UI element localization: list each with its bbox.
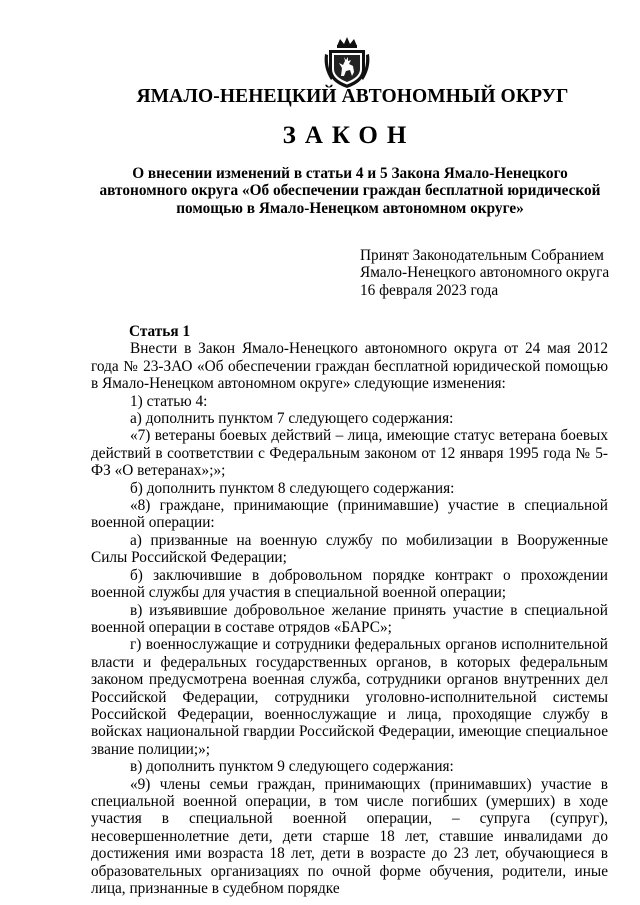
paragraph: а) призванные на военную службу по мобилизации в Вооруженные Силы Российской Федерации; [91, 531, 608, 567]
adoption-line: Ямало-Ненецкого автономного округа [360, 264, 610, 282]
paragraph: «7) ветераны боевых действий – лица, имеющие статус ветерана боевых действий в соответствии с Федеральным законом от 12 января 1995 года № 5-ФЗ «О ветеранах»;»; [91, 427, 608, 480]
paragraph: в) изъявившие добровольное желание принять участие в специальной военной операции в составе отрядов «БАРС»; [91, 601, 608, 636]
adoption-line: Принят Законодательным Собранием [360, 247, 604, 264]
paragraph: б) заключившие в добровольном порядке контракт о прохождении военной службы для участия в специальной военной операции; [91, 566, 608, 602]
law-subject-title: О внесении изменений в статьи 4 и 5 Закона Ямало-Ненецкого автономного округа «Об обеспечении граждан бесплатной юридической помощью в Ямало-Ненецком автономном округе» [99, 165, 601, 217]
coat-of-arms-icon [322, 36, 372, 90]
paragraph: «9) члены семьи граждан, принимающих (принимавших) участие в специальной военной операции, в том числе погибших (умерших) в ходе участия в специальной военной операции, – супруга (супруг), несовершеннолетние дети, дети старше 18 лет, ставшие инвалидами до достижения ими возраста 18 лет, дети в возрасте до 23 лет, обучающиеся в образовательных организациях по очной форме обучения, родители, иные лица, признанные в судебном порядке [91, 775, 608, 897]
paragraph: «8) граждане, принимающие (принимавшие) участие в специальной военной операции: [91, 497, 608, 532]
paragraph: 1) статью 4: [130, 392, 208, 410]
paragraph: в) дополнить пунктом 9 следующего содержания: [130, 758, 454, 776]
paragraph: а) дополнить пунктом 7 следующего содержания: [130, 410, 454, 428]
document-type-title: ЗАКОН [282, 122, 416, 149]
paragraph: б) дополнить пунктом 8 следующего содержания: [130, 479, 455, 497]
article-heading: Статья 1 [129, 323, 191, 340]
adoption-note [360, 247, 620, 299]
paragraph: г) военнослужащие и сотрудники федеральных органов исполнительной власти и федеральных государственных органов, в которых федеральным законом предусмотрена военная служба, сотрудники органов внутренних дел Российской Федерации, сотрудники уголовно-исполнительной системы Российской Федерации, военнослужащие и лица, проходящие службу в войсках национальной гвардии Российской Федерации, имеющие специальное звание полиции;»; [91, 636, 608, 758]
article-1 [91, 323, 608, 897]
region-name: ЯМАЛО-НЕНЕЦКИЙ АВТОНОМНЫЙ ОКРУГ [136, 86, 569, 107]
adoption-date: 16 февраля 2023 года [360, 281, 499, 299]
paragraph: Внести в Закон Ямало-Ненецкого автономного округа от 24 мая 2012 года № 23-ЗАО «Об обеспечении граждан бесплатной юридической помощью в Ямало-Ненецком автономном округе» следующие изменения: [91, 340, 608, 393]
